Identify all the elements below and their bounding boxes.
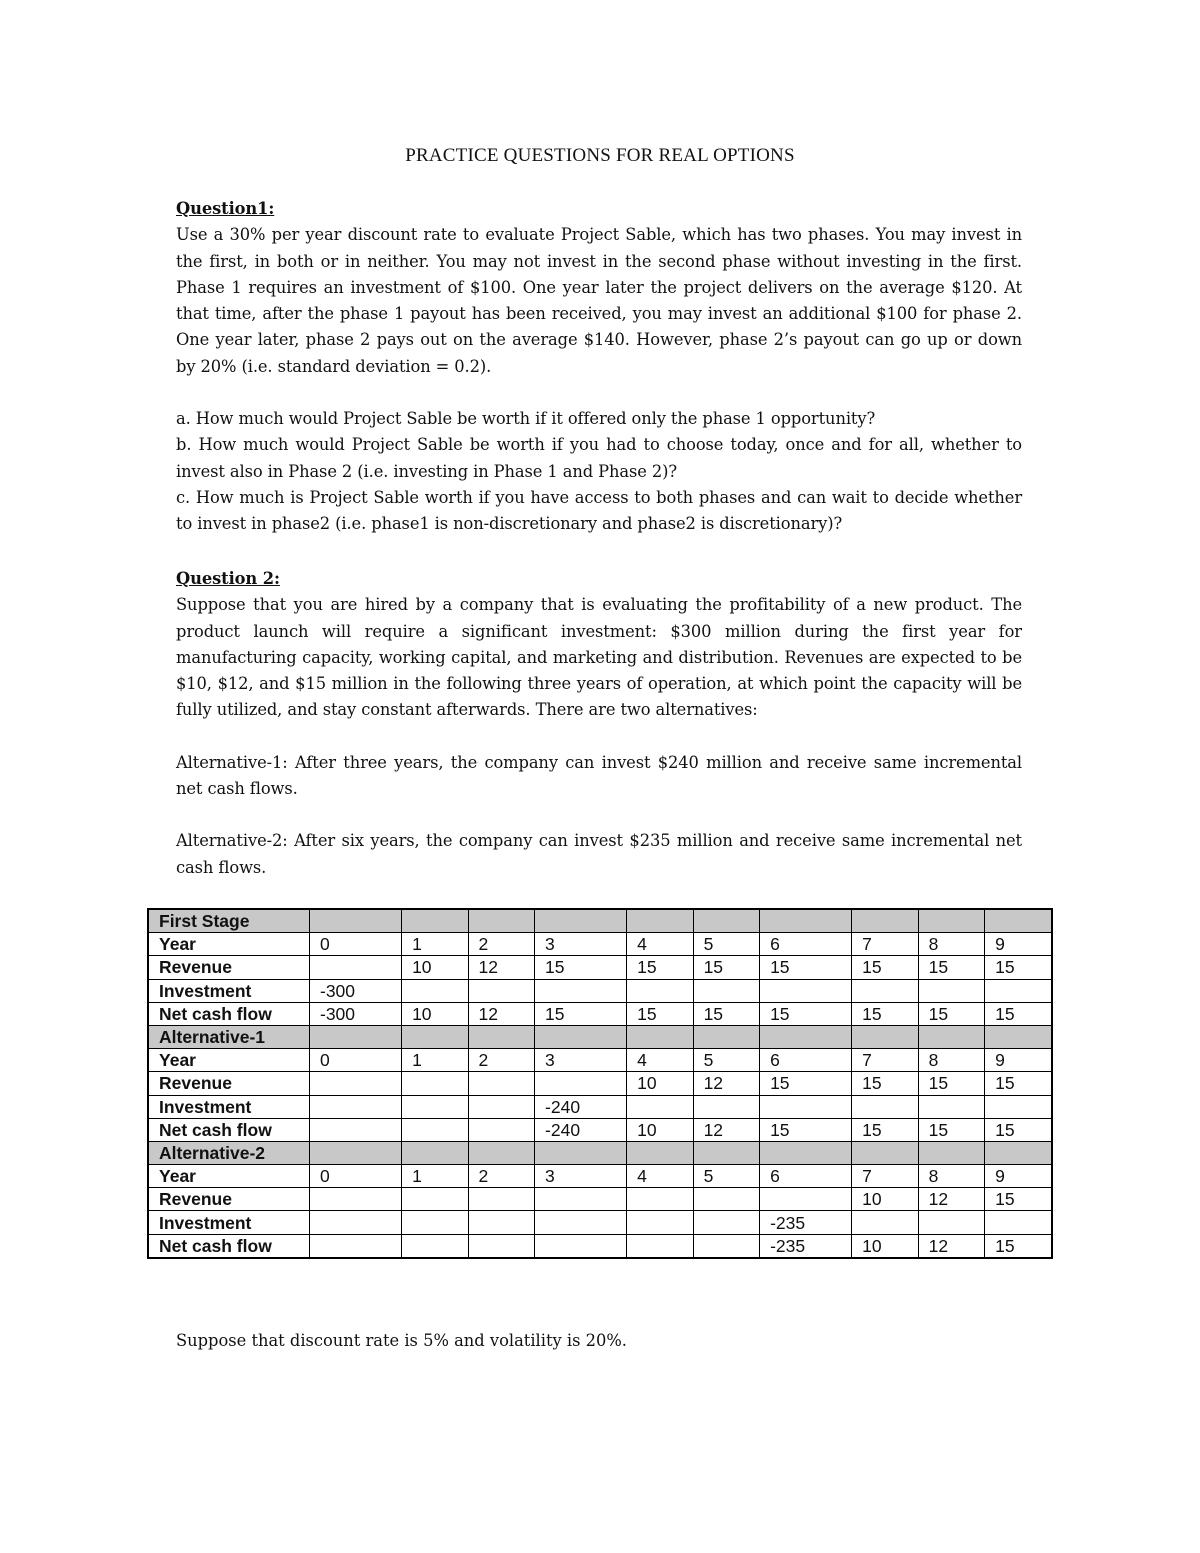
- table-cell: 10: [627, 1072, 693, 1095]
- table-cell: [627, 1025, 693, 1048]
- table-cell: 15: [760, 1118, 852, 1141]
- table-cell: [402, 1234, 468, 1258]
- table-cell: 12: [468, 956, 534, 979]
- table-cell: 2: [468, 933, 534, 956]
- question-1-paragraph: Use a 30% per year discount rate to evaluate Project Sable, which has two phases. You may invest in the first, in both or in neither. You may not invest in the second phase without investing in the first. Phase 1 requires an investment of $100. One year later the project delivers on the average $120. At that time, after the phase 1 payout has been received, you may invest an additional $100 for phase 2. One year later, phase 2 pays out on the average $140. However, phase 2’s payout can go up or down by 20% (i.e. standard deviation = 0.2).: [176, 225, 1022, 376]
- table-cell: 4: [627, 1049, 693, 1072]
- table-cell: [310, 956, 402, 979]
- table-cell: 3: [535, 1049, 627, 1072]
- table-cell: [468, 1234, 534, 1258]
- table-cell: 10: [852, 1234, 918, 1258]
- table-cell: [535, 1211, 627, 1234]
- table-cell: [693, 1141, 759, 1164]
- table-cell: [918, 979, 984, 1002]
- table-cell: 7: [852, 933, 918, 956]
- question-1-heading: Question1:: [176, 199, 275, 218]
- table-cell: 0: [310, 1165, 402, 1188]
- table-cell: [468, 1072, 534, 1095]
- table-cell: [918, 1025, 984, 1048]
- table-cell: 15: [918, 956, 984, 979]
- table-cell: [310, 1025, 402, 1048]
- table-cell: 15: [918, 1072, 984, 1095]
- row-label-cell: Investment: [148, 979, 310, 1002]
- table-cell: 12: [918, 1188, 984, 1211]
- table-cell: 6: [760, 933, 852, 956]
- table-cell: [535, 1141, 627, 1164]
- row-label-cell: First Stage: [148, 909, 310, 933]
- table-cell: -235: [760, 1234, 852, 1258]
- table-section-row: [148, 1141, 1052, 1164]
- table-cell: [693, 1188, 759, 1211]
- table-cell: [310, 909, 402, 933]
- table-cell: 8: [918, 933, 984, 956]
- table-cell: [468, 1188, 534, 1211]
- row-label-cell: Alternative-2: [148, 1141, 310, 1164]
- table-cell: [693, 1025, 759, 1048]
- table-cell: [760, 909, 852, 933]
- question-1-part-c: c. How much is Project Sable worth if you have access to both phases and can wait to decide whether to invest in phase2 (i.e. phase1 is non-discretionary and phase2 is discretionary)?: [176, 487, 1022, 534]
- table-cell: [310, 1072, 402, 1095]
- table-cell: [693, 1095, 759, 1118]
- table-cell: 15: [760, 1072, 852, 1095]
- table-cell: -300: [310, 1002, 402, 1025]
- table-cell: [985, 979, 1052, 1002]
- table-cell: [918, 1211, 984, 1234]
- table-cell: [310, 1234, 402, 1258]
- table-cell: [627, 1095, 693, 1118]
- table-cell: 8: [918, 1049, 984, 1072]
- table-cell: [760, 979, 852, 1002]
- row-label-cell: Investment: [148, 1095, 310, 1118]
- table-cell: [760, 1141, 852, 1164]
- row-label-cell: Year: [148, 1165, 310, 1188]
- table-cell: 15: [985, 1188, 1052, 1211]
- table-cell: [310, 1141, 402, 1164]
- table-cell: 9: [985, 933, 1052, 956]
- table-cell: [985, 1141, 1052, 1164]
- table-cell: [535, 979, 627, 1002]
- table-row: [148, 1002, 1052, 1025]
- table-cell: [310, 1118, 402, 1141]
- table-cell: [760, 1095, 852, 1118]
- table-cell: [918, 1141, 984, 1164]
- table-cell: 3: [535, 1165, 627, 1188]
- table-cell: 4: [627, 1165, 693, 1188]
- table-cell: [402, 1141, 468, 1164]
- table-cell: 2: [468, 1049, 534, 1072]
- table-cell: [693, 909, 759, 933]
- question-2-paragraph: Suppose that you are hired by a company that is evaluating the profitability of a new product. The product launch will require a significant investment: $300 million during the first year for manufacturing capacity, working capital, and marketing and distribution. Revenues are expected to be $10, $12, and $15 million in the following three years of operation, at which point the capacity will be fully utilized, and stay constant afterwards. There are two alternatives:: [176, 595, 1022, 720]
- table-cell: 10: [852, 1188, 918, 1211]
- alternative-1-text: Alternative-1: After three years, the company can invest $240 million and receive same incremental net cash flows.: [176, 752, 1022, 799]
- table-cell: 2: [468, 1165, 534, 1188]
- table-row: [148, 1049, 1052, 1072]
- table-cell: 9: [985, 1049, 1052, 1072]
- table-row: [148, 1165, 1052, 1188]
- table-row: [148, 1095, 1052, 1118]
- table-cell: [760, 1188, 852, 1211]
- table-row: [148, 1188, 1052, 1211]
- table-cell: [852, 909, 918, 933]
- table-cell: [918, 1095, 984, 1118]
- table-cell: 15: [627, 956, 693, 979]
- row-label-cell: Year: [148, 933, 310, 956]
- table-cell: 5: [693, 933, 759, 956]
- table-cell: [468, 1211, 534, 1234]
- table-cell: [535, 1025, 627, 1048]
- question-2-heading: Question 2:: [176, 569, 280, 588]
- table-cell: 7: [852, 1165, 918, 1188]
- row-label-cell: Net cash flow: [148, 1234, 310, 1258]
- table-cell: [535, 1188, 627, 1211]
- table-cell: 15: [918, 1118, 984, 1141]
- table-cell: 1: [402, 933, 468, 956]
- table-cell: [985, 1095, 1052, 1118]
- table-cell: [693, 1211, 759, 1234]
- table-cell: 15: [985, 956, 1052, 979]
- table-cell: [852, 1141, 918, 1164]
- table-cell: 15: [918, 1002, 984, 1025]
- table-cell: 10: [627, 1118, 693, 1141]
- row-label-cell: Revenue: [148, 956, 310, 979]
- table-cell: 12: [468, 1002, 534, 1025]
- table-cell: 1: [402, 1165, 468, 1188]
- table-cell: 0: [310, 1049, 402, 1072]
- table-cell: 15: [760, 1002, 852, 1025]
- table-cell: [468, 1025, 534, 1048]
- table-cell: 15: [985, 1072, 1052, 1095]
- table-cell: 15: [985, 1118, 1052, 1141]
- table-cell: 6: [760, 1165, 852, 1188]
- question-1-block: [176, 196, 1022, 538]
- table-cell: [627, 1211, 693, 1234]
- table-cell: [402, 1118, 468, 1141]
- table-cell: 3: [535, 933, 627, 956]
- table-cell: [468, 1095, 534, 1118]
- table-cell: [693, 979, 759, 1002]
- table-cell: [402, 979, 468, 1002]
- table-cell: 12: [693, 1118, 759, 1141]
- table-cell: [627, 1234, 693, 1258]
- table-cell: [310, 1211, 402, 1234]
- table-cell: [985, 1211, 1052, 1234]
- table-cell: 15: [852, 1002, 918, 1025]
- table-cell: 15: [852, 1118, 918, 1141]
- table-cell: 15: [693, 956, 759, 979]
- table-cell: [468, 1141, 534, 1164]
- table-cell: [402, 1072, 468, 1095]
- row-label-cell: Net cash flow: [148, 1118, 310, 1141]
- table-cell: -235: [760, 1211, 852, 1234]
- table-cell: [852, 1095, 918, 1118]
- table-cell: [310, 1095, 402, 1118]
- row-label-cell: Investment: [148, 1211, 310, 1234]
- table-cell: 12: [918, 1234, 984, 1258]
- table-cell: 7: [852, 1049, 918, 1072]
- table-cell: [627, 1188, 693, 1211]
- table-cell: 1: [402, 1049, 468, 1072]
- table-cell: [627, 1141, 693, 1164]
- table-cell: 15: [535, 956, 627, 979]
- table-cell: 10: [402, 956, 468, 979]
- table-cell: [402, 1211, 468, 1234]
- table-cell: 8: [918, 1165, 984, 1188]
- table-cell: [402, 1025, 468, 1048]
- table-row: [148, 1072, 1052, 1095]
- row-label-cell: Net cash flow: [148, 1002, 310, 1025]
- table-cell: 6: [760, 1049, 852, 1072]
- table-cell: [402, 909, 468, 933]
- table-cell: [468, 979, 534, 1002]
- table-row: [148, 1118, 1052, 1141]
- table-row: [148, 956, 1052, 979]
- table-cell: 4: [627, 933, 693, 956]
- table-row: [148, 933, 1052, 956]
- table-row: [148, 1234, 1052, 1258]
- table-cell: [918, 909, 984, 933]
- table-cell: 15: [627, 1002, 693, 1025]
- table-cell: -240: [535, 1095, 627, 1118]
- row-label-cell: Revenue: [148, 1188, 310, 1211]
- table-cell: [402, 1188, 468, 1211]
- table-cell: 15: [693, 1002, 759, 1025]
- question-1-part-a: a. How much would Project Sable be worth if it offered only the phase 1 opportunity?: [176, 409, 876, 429]
- table-row: [148, 1211, 1052, 1234]
- table-cell: -240: [535, 1118, 627, 1141]
- table-cell: [985, 909, 1052, 933]
- row-label-cell: Year: [148, 1049, 310, 1072]
- table-cell: [985, 1025, 1052, 1048]
- table-cell: [852, 979, 918, 1002]
- table-cell: [535, 1072, 627, 1095]
- table-cell: [627, 979, 693, 1002]
- alternative-2-text: Alternative-2: After six years, the company can invest $235 million and receive same incremental net cash flows.: [176, 831, 1022, 877]
- table-cell: [468, 1118, 534, 1141]
- footer-note: Suppose that discount rate is 5% and volatility is 20%.: [176, 1331, 627, 1350]
- table-cell: [760, 1025, 852, 1048]
- page-title: PRACTICE QUESTIONS FOR REAL OPTIONS: [405, 145, 795, 166]
- cash-flow-table: [147, 908, 1053, 1259]
- table-cell: 0: [310, 933, 402, 956]
- table-cell: 5: [693, 1165, 759, 1188]
- table-cell: 15: [760, 956, 852, 979]
- table-cell: [852, 1211, 918, 1234]
- table-cell: [693, 1234, 759, 1258]
- table-cell: [310, 1188, 402, 1211]
- table-cell: [535, 1234, 627, 1258]
- table-cell: [627, 909, 693, 933]
- table-section-row: [148, 1025, 1052, 1048]
- table-cell: 15: [985, 1234, 1052, 1258]
- table-cell: 15: [852, 956, 918, 979]
- table-cell: 12: [693, 1072, 759, 1095]
- row-label-cell: Alternative-1: [148, 1025, 310, 1048]
- table-cell: 5: [693, 1049, 759, 1072]
- table-cell: 9: [985, 1165, 1052, 1188]
- table-cell: 15: [852, 1072, 918, 1095]
- row-label-cell: Revenue: [148, 1072, 310, 1095]
- table-cell: [402, 1095, 468, 1118]
- question-1-part-b: b. How much would Project Sable be worth if you had to choose today, once and for all, whether to invest also in Phase 2 (i.e. investing in Phase 1 and Phase 2)?: [176, 435, 1022, 481]
- table-cell: 15: [985, 1002, 1052, 1025]
- table-section-row: [148, 909, 1052, 933]
- table-cell: [468, 909, 534, 933]
- table-row: [148, 979, 1052, 1002]
- table-cell: 15: [535, 1002, 627, 1025]
- table-cell: [535, 909, 627, 933]
- table-cell: [852, 1025, 918, 1048]
- table-cell: 10: [402, 1002, 468, 1025]
- table-cell: -300: [310, 979, 402, 1002]
- question-2-block: [176, 566, 1022, 881]
